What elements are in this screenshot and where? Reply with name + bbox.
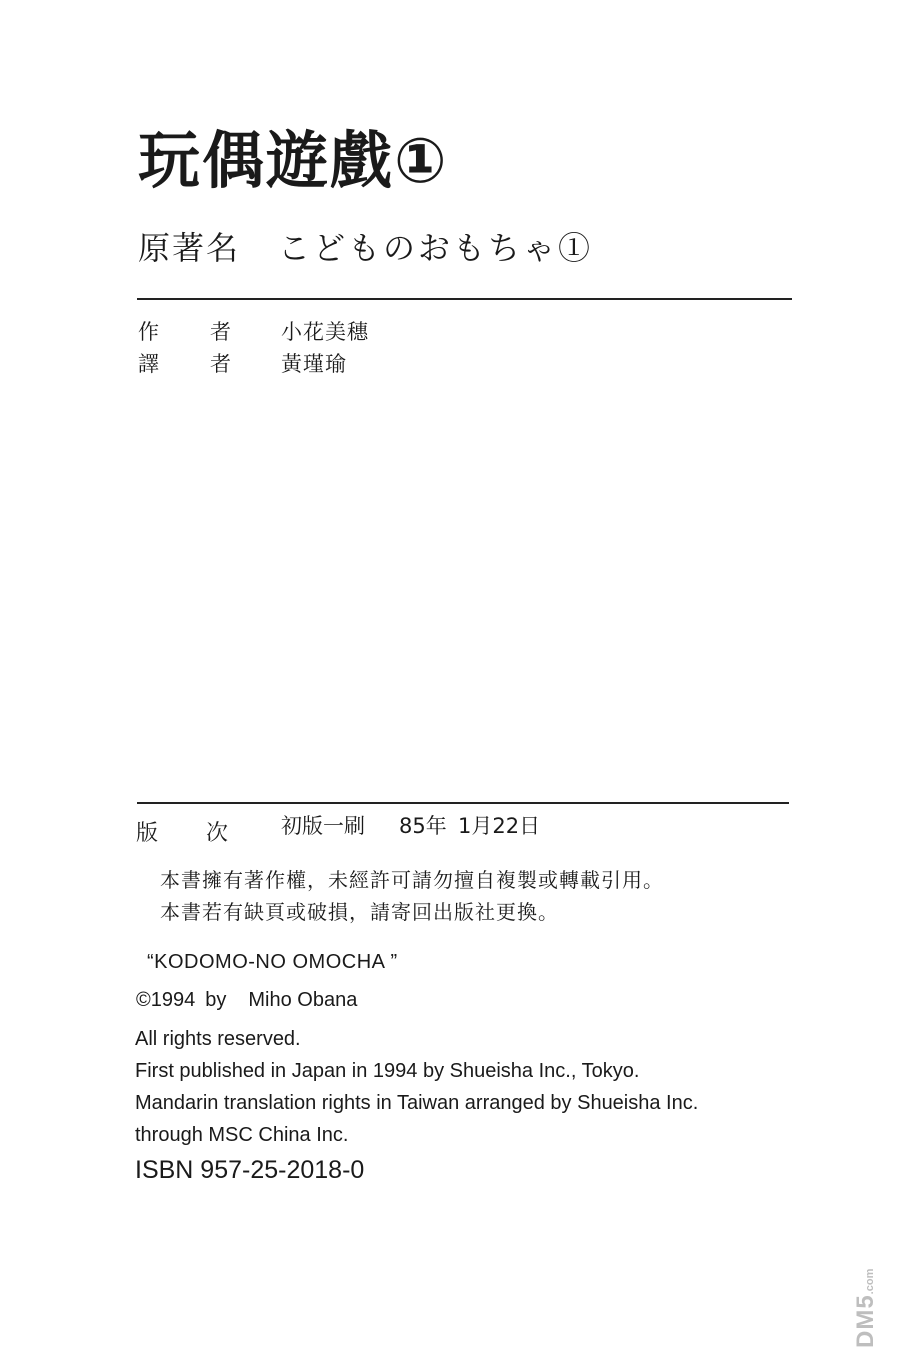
watermark-main: DM5 [852, 1294, 879, 1348]
top-divider [137, 298, 792, 300]
original-title-label: 原著名 [138, 229, 241, 267]
credit-author-name: 小花美穗 [281, 320, 369, 344]
copyright-year: ©1994 [136, 989, 196, 1011]
middle-divider [137, 802, 789, 804]
credit-translator-role-b: 者 [210, 352, 231, 376]
rights-line: First published in Japan in 1994 by Shueisha Inc., Tokyo. [135, 1060, 640, 1082]
site-watermark [846, 1250, 886, 1348]
credit-translator-name: 黃瑾瑜 [281, 352, 347, 376]
watermark-suffix: .com [864, 1268, 876, 1295]
rights-line: All rights reserved. [135, 1028, 301, 1050]
credit-author-role-b: 者 [210, 320, 231, 344]
edition-year: 85年 [399, 814, 447, 838]
credit-translator-role-a: 譯 [138, 352, 159, 376]
original-title-value: こどものおもちゃ① [278, 229, 594, 267]
edition-value: 初版一刷 [281, 814, 365, 838]
edition-date: 1月22日 [458, 814, 541, 838]
edition-label-b: 次 [206, 821, 229, 846]
defect-notice: 本書若有缺頁或破損，請寄回出版社更換。 [160, 900, 559, 924]
original-title-line [138, 229, 594, 267]
watermark-logo [846, 1250, 886, 1348]
english-original-title: “KODOMO-NO OMOCHA ” [147, 951, 398, 973]
book-title: 玩偶遊戲① [138, 124, 449, 197]
isbn: ISBN 957-25-2018-0 [135, 1156, 365, 1184]
copyright-line [136, 990, 357, 1010]
copyright-name: Miho Obana [248, 989, 358, 1011]
copyright-notice: 本書擁有著作權，未經許可請勿擅自複製或轉載引用。 [160, 868, 664, 892]
rights-line: through MSC China Inc. [135, 1124, 349, 1146]
edition-label-a: 版 [136, 821, 159, 846]
copyright-by: by [205, 989, 227, 1011]
edition-line [136, 810, 736, 846]
credit-author [138, 322, 438, 346]
credit-author-role-a: 作 [138, 320, 159, 344]
credit-translator [138, 354, 438, 378]
rights-line: Mandarin translation rights in Taiwan arranged by Shueisha Inc. [135, 1092, 699, 1114]
